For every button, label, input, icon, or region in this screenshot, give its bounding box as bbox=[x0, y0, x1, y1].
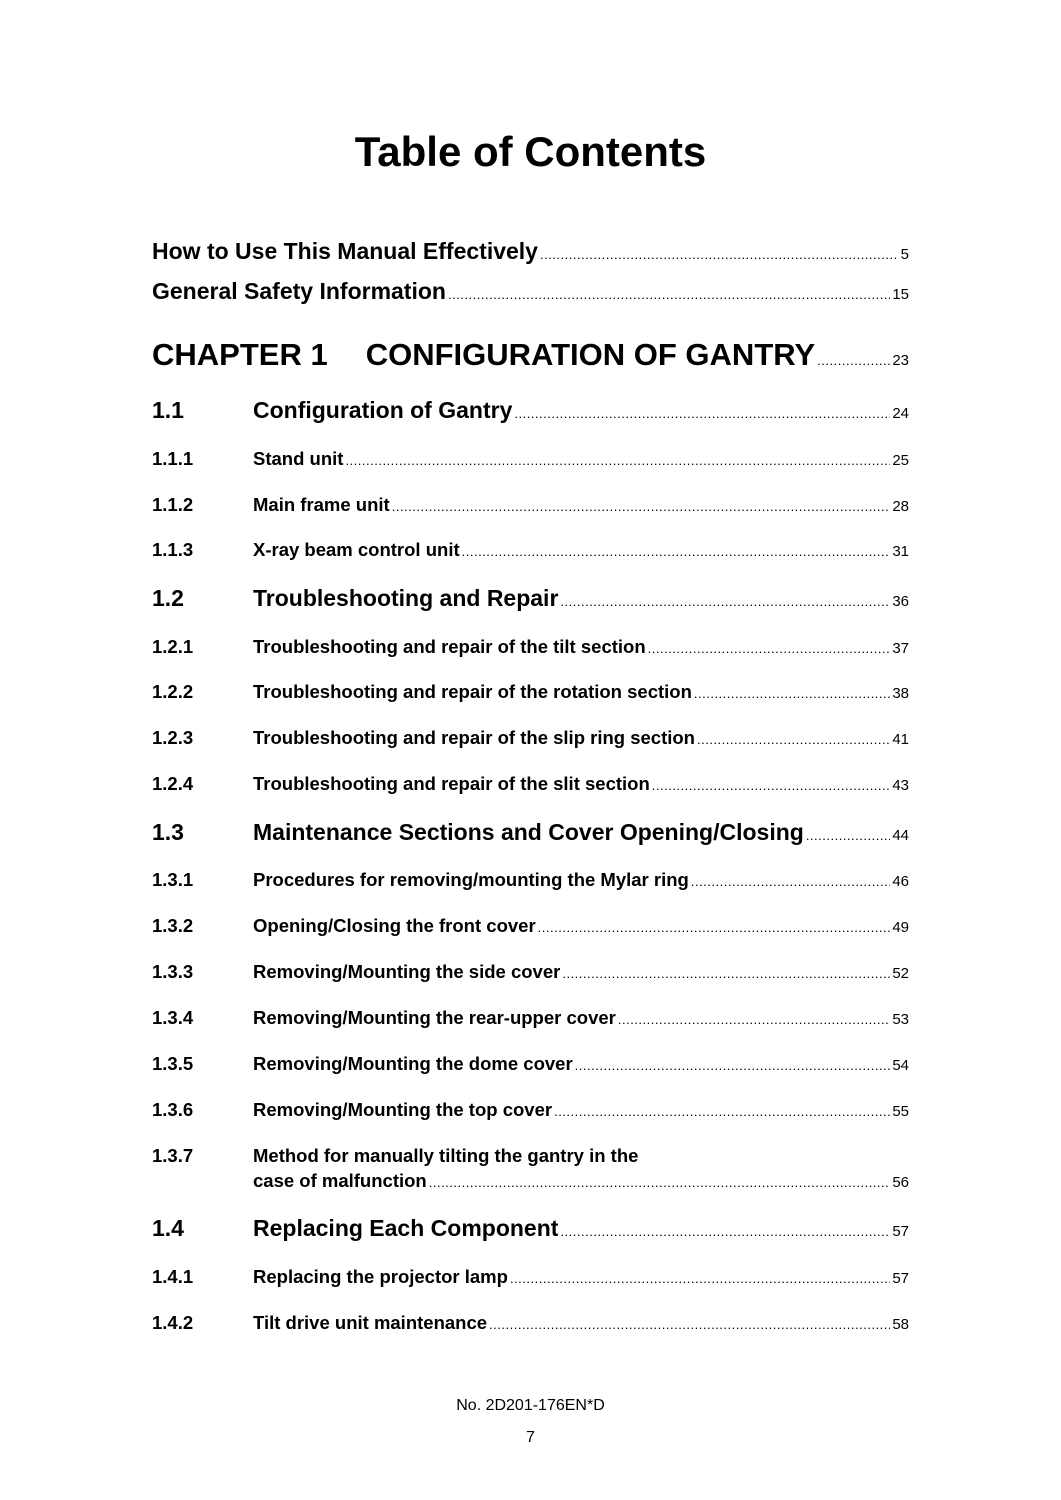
toc-entry-title: case of malfunction bbox=[253, 1170, 427, 1191]
toc-entry-number: 1.3.5 bbox=[152, 1053, 194, 1074]
dot-leader bbox=[554, 1104, 890, 1119]
toc-entry-multiline[interactable] bbox=[152, 1145, 909, 1192]
toc-entry[interactable] bbox=[152, 1266, 909, 1288]
toc-entry-page: 28 bbox=[892, 498, 909, 515]
toc-entry-number: 1.2.3 bbox=[152, 727, 194, 748]
toc-entry-title: How to Use This Manual Effectively bbox=[152, 238, 538, 264]
toc-entry[interactable] bbox=[152, 278, 909, 305]
toc-entry[interactable] bbox=[152, 961, 909, 983]
toc-entry-title: CONFIGURATION OF GANTRY bbox=[365, 337, 816, 372]
toc-entry[interactable] bbox=[152, 1215, 909, 1242]
dot-leader bbox=[691, 874, 890, 889]
dot-leader bbox=[345, 453, 890, 468]
toc-entry[interactable] bbox=[152, 1312, 909, 1334]
toc-entry-number: 1.4.1 bbox=[152, 1266, 194, 1287]
toc-entry-title: Maintenance Sections and Cover Opening/Closing bbox=[253, 819, 804, 845]
dot-leader bbox=[560, 1224, 890, 1239]
toc-entry-number: 1.2.1 bbox=[152, 636, 194, 657]
toc-entry[interactable] bbox=[152, 681, 909, 703]
dot-leader bbox=[648, 641, 891, 656]
dot-leader bbox=[462, 544, 891, 559]
toc-entry-title-line1: Method for manually tilting the gantry in the bbox=[253, 1145, 639, 1166]
toc-entry-title: Troubleshooting and repair of the rotation section bbox=[253, 681, 692, 702]
toc-entry[interactable] bbox=[152, 1007, 909, 1029]
dot-leader bbox=[560, 594, 890, 609]
page-title: Table of Contents bbox=[354, 128, 707, 175]
toc-entry-title: Troubleshooting and Repair bbox=[253, 585, 559, 611]
toc-entry-page: 36 bbox=[892, 593, 909, 610]
toc-entry-page: 53 bbox=[892, 1011, 909, 1028]
toc-entry-number: 1.3.3 bbox=[152, 961, 194, 982]
dot-leader bbox=[429, 1175, 891, 1190]
toc-entry-title: Replacing Each Component bbox=[253, 1215, 559, 1241]
toc-entry-page: 43 bbox=[892, 777, 909, 794]
toc-entry-number: 1.3.6 bbox=[152, 1099, 194, 1120]
toc-entry-page: 57 bbox=[892, 1270, 909, 1287]
toc-entry-title: Stand unit bbox=[253, 448, 344, 469]
toc-entry-title: Opening/Closing the front cover bbox=[253, 915, 536, 936]
toc-entry[interactable] bbox=[152, 397, 909, 424]
toc-entry-number: 1.3.4 bbox=[152, 1007, 194, 1028]
toc-entry-title: Removing/Mounting the rear-upper cover bbox=[253, 1007, 616, 1028]
toc-chapter-entry[interactable] bbox=[152, 337, 909, 373]
toc-entry-number: 1.1.1 bbox=[152, 448, 194, 469]
toc-entry-page: 49 bbox=[892, 919, 909, 936]
dot-leader bbox=[562, 966, 890, 981]
dot-leader bbox=[489, 1317, 890, 1332]
toc-entry-page: 5 bbox=[900, 246, 909, 263]
toc-entry-title: Replacing the projector lamp bbox=[253, 1266, 508, 1287]
toc-entry-page: 55 bbox=[892, 1103, 909, 1120]
toc-entry-page: 46 bbox=[892, 873, 909, 890]
toc-entry[interactable] bbox=[152, 727, 909, 749]
toc-entry-number: 1.2.4 bbox=[152, 773, 194, 794]
dot-leader bbox=[540, 247, 899, 262]
toc-entry-page: 37 bbox=[892, 640, 909, 657]
toc-entry-page: 25 bbox=[892, 452, 909, 469]
toc-entry[interactable] bbox=[152, 539, 909, 561]
toc-entry-number: 1.1 bbox=[152, 397, 184, 423]
dot-leader bbox=[514, 406, 890, 421]
toc-entry-page: 54 bbox=[892, 1057, 909, 1074]
toc-entry-number: 1.3.1 bbox=[152, 869, 194, 890]
toc-entry-page: 44 bbox=[892, 827, 909, 844]
toc-entry-number: 1.4 bbox=[152, 1215, 184, 1241]
toc-entry-title: Removing/Mounting the side cover bbox=[253, 961, 561, 982]
toc-entry[interactable] bbox=[152, 1053, 909, 1075]
toc-entry-title: Removing/Mounting the top cover bbox=[253, 1099, 553, 1120]
toc-entry-title: Procedures for removing/mounting the Mylar ring bbox=[253, 869, 689, 890]
toc-entry-page: 56 bbox=[892, 1174, 909, 1191]
toc-entry[interactable] bbox=[152, 494, 909, 516]
dot-leader bbox=[538, 920, 891, 935]
toc-entry-title: Troubleshooting and repair of the tilt section bbox=[253, 636, 646, 657]
dot-leader bbox=[806, 828, 891, 843]
toc-entry-number: 1.1.2 bbox=[152, 494, 194, 515]
toc-entry-title: Troubleshooting and repair of the slit section bbox=[253, 773, 650, 794]
toc-entry-page: 41 bbox=[892, 731, 909, 748]
toc-entry-page: 58 bbox=[892, 1316, 909, 1333]
toc-entry-number: 1.3.2 bbox=[152, 915, 194, 936]
toc-entry-number: 1.1.3 bbox=[152, 539, 194, 560]
dot-leader bbox=[575, 1058, 891, 1073]
toc-entry-page: 31 bbox=[892, 543, 909, 560]
toc-entry[interactable] bbox=[152, 773, 909, 795]
toc-entry[interactable] bbox=[152, 915, 909, 937]
toc-entry-number: 1.3 bbox=[152, 819, 184, 845]
toc-entry-page: 24 bbox=[892, 405, 909, 422]
document-number: No. 2D201-176EN*D bbox=[456, 1397, 605, 1414]
toc-entry-title: Tilt drive unit maintenance bbox=[253, 1312, 488, 1333]
toc-entry-title: Troubleshooting and repair of the slip ring section bbox=[253, 727, 695, 748]
toc-entry-page: 57 bbox=[892, 1223, 909, 1240]
dot-leader bbox=[817, 353, 890, 368]
dot-leader bbox=[510, 1271, 890, 1286]
dot-leader bbox=[652, 778, 891, 793]
toc-entry-page: 52 bbox=[892, 965, 909, 982]
toc-entry[interactable] bbox=[152, 636, 909, 658]
toc-entry[interactable] bbox=[152, 238, 909, 265]
dot-leader bbox=[697, 732, 890, 747]
toc-entry-page: 15 bbox=[892, 286, 909, 303]
toc-entry-number: 1.3.7 bbox=[152, 1145, 194, 1166]
toc-entry-page: 23 bbox=[892, 352, 909, 369]
toc-entry-page: 38 bbox=[892, 685, 909, 702]
toc-entry[interactable] bbox=[152, 448, 909, 470]
toc-entry-title: Removing/Mounting the dome cover bbox=[253, 1053, 573, 1074]
dot-leader bbox=[694, 686, 890, 701]
toc-entry-title: X-ray beam control unit bbox=[253, 539, 460, 560]
toc-entry-number: 1.4.2 bbox=[152, 1312, 194, 1333]
toc-entry-number: 1.2.2 bbox=[152, 681, 194, 702]
toc-entry[interactable] bbox=[152, 585, 909, 612]
dot-leader bbox=[448, 287, 890, 302]
page-number: 7 bbox=[526, 1429, 535, 1446]
toc-entry-title: Configuration of Gantry bbox=[253, 397, 513, 423]
toc-entry[interactable] bbox=[152, 1099, 909, 1121]
toc-entry[interactable] bbox=[152, 819, 909, 846]
toc-entry[interactable] bbox=[152, 869, 909, 891]
toc-chapter-number: CHAPTER 1 bbox=[152, 337, 328, 372]
toc-entry-number: 1.2 bbox=[152, 585, 184, 611]
toc-entry-title: General Safety Information bbox=[152, 278, 446, 304]
dot-leader bbox=[618, 1012, 890, 1027]
toc-entry-title: Main frame unit bbox=[253, 494, 390, 515]
dot-leader bbox=[392, 499, 891, 514]
